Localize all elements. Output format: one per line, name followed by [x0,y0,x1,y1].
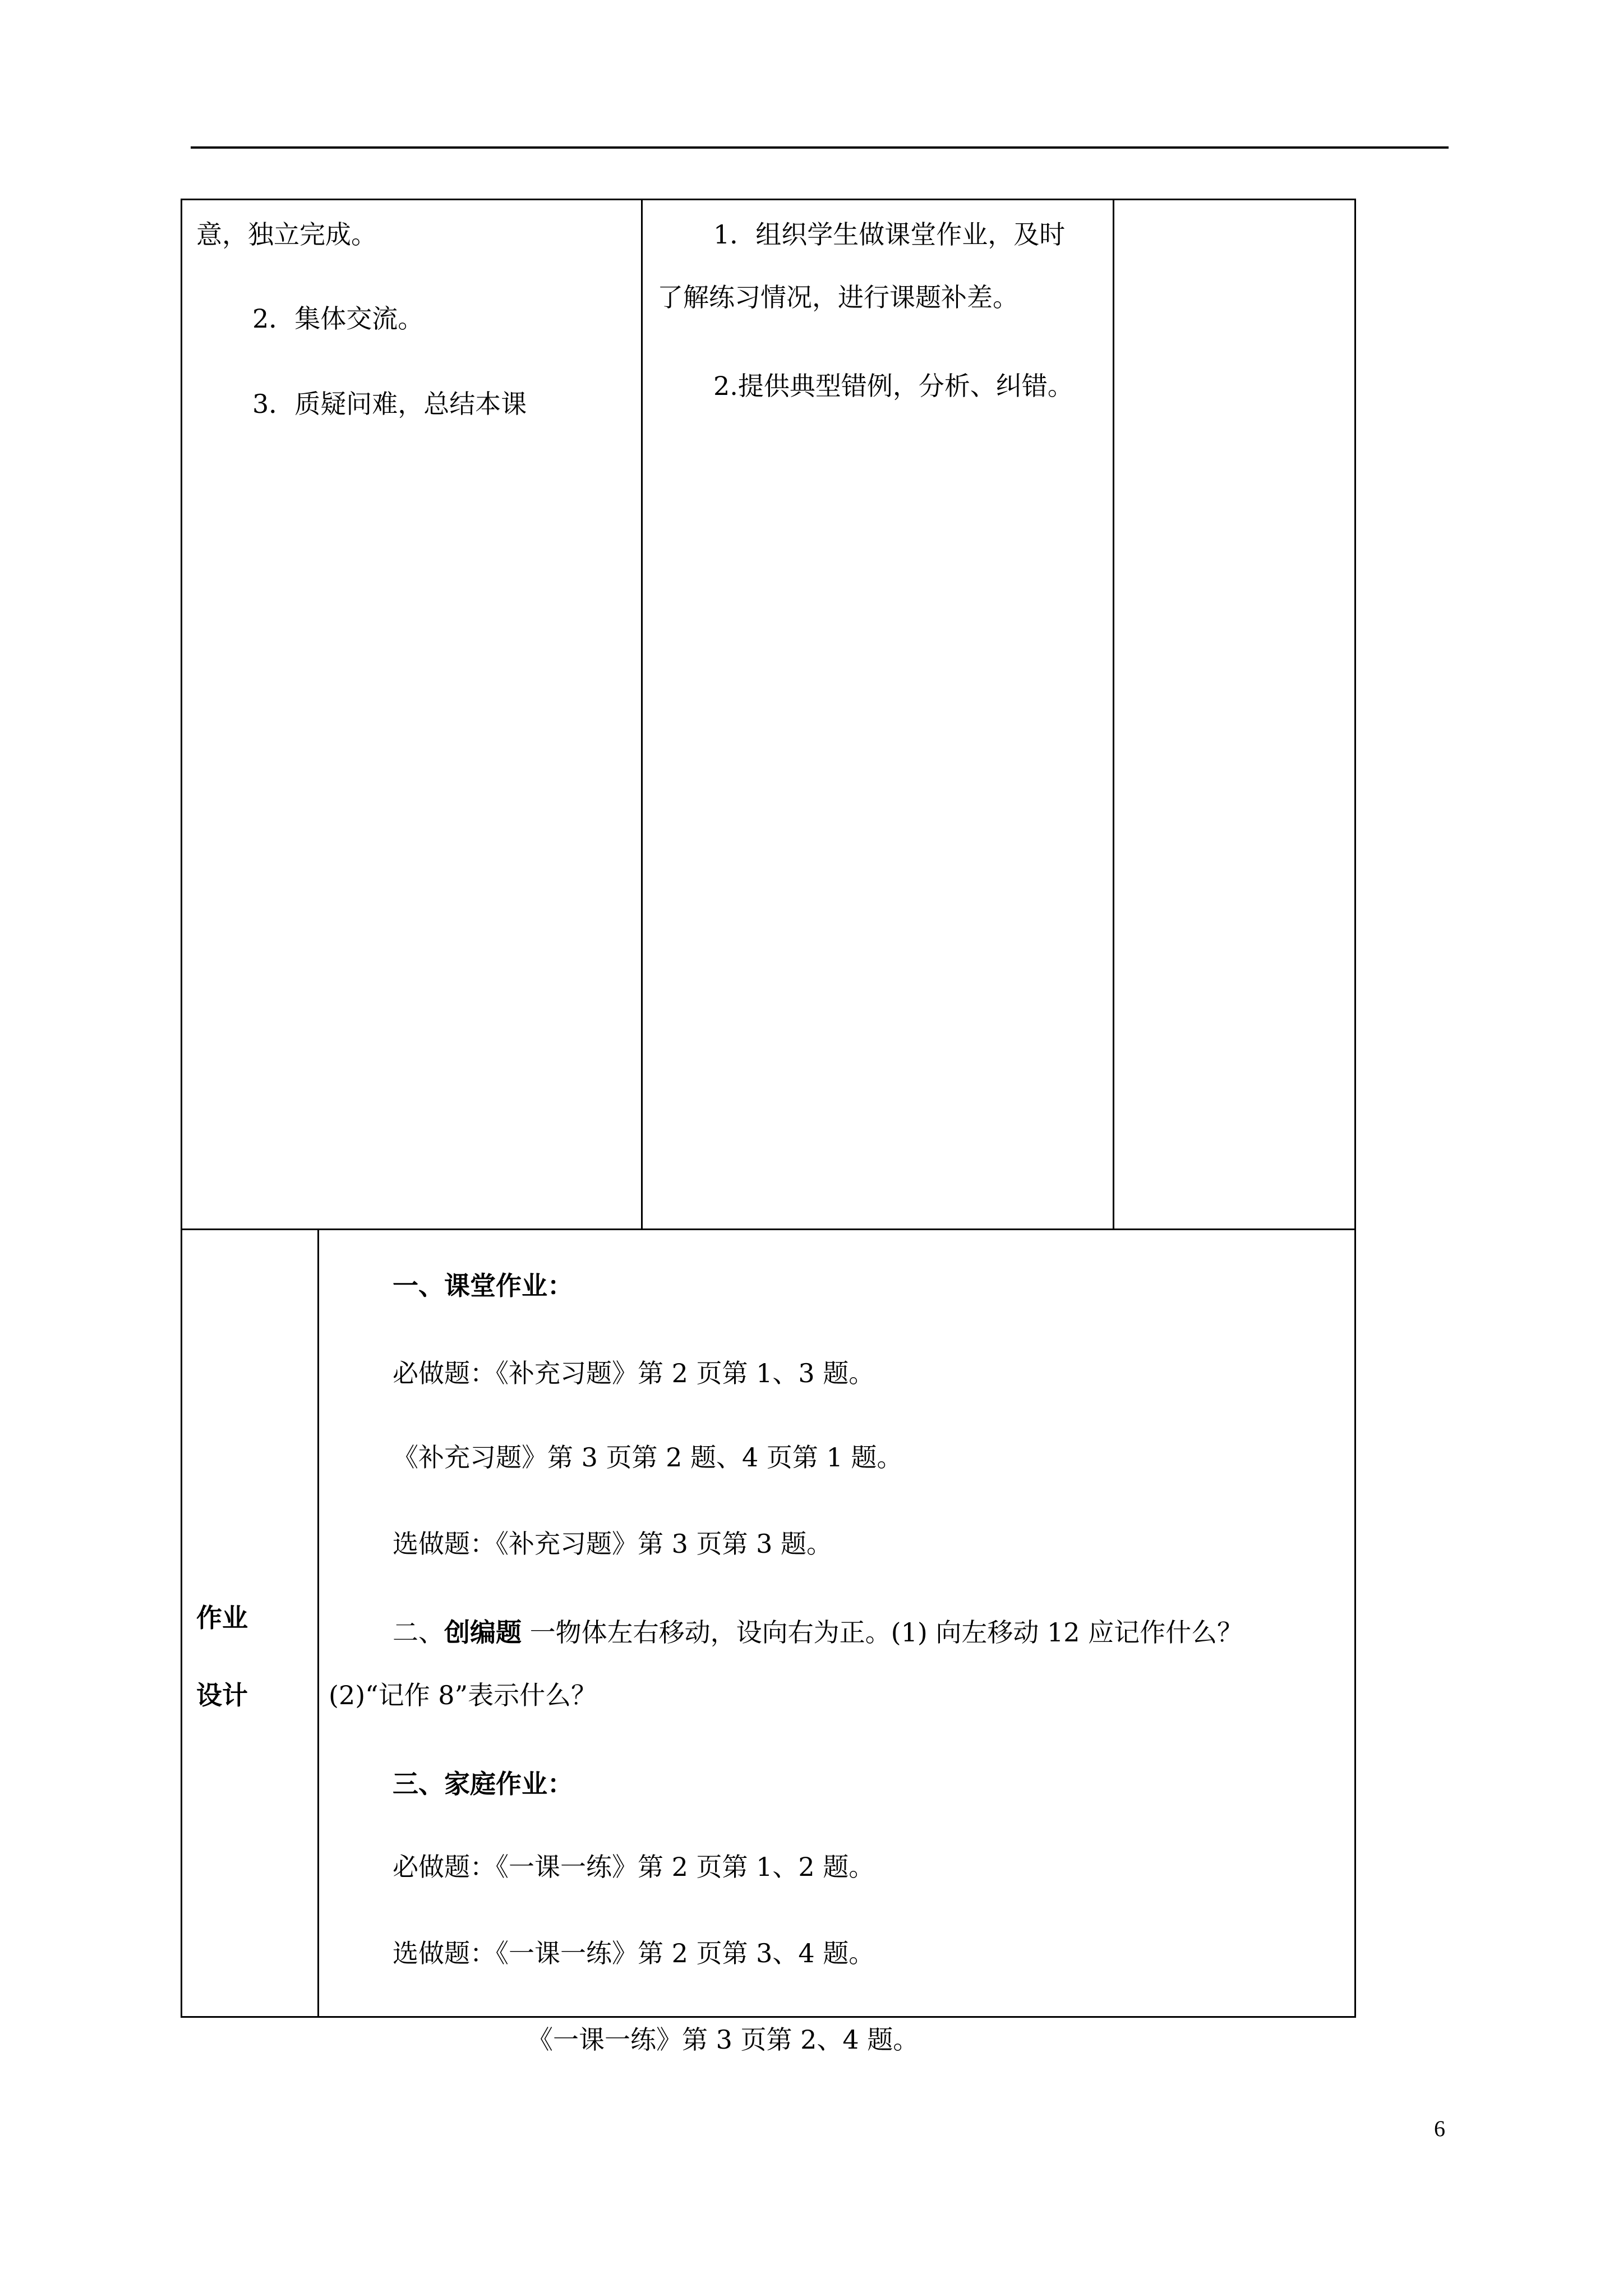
table-border-right [1354,199,1356,2018]
classwork-heading: 一、课堂作业： [393,1271,573,1301]
table-border-bottom [181,2016,1356,2018]
homework-heading: 三、家庭作业： [393,1769,573,1799]
table-col-divider-1 [641,199,643,1230]
teacher-activity-line-2: 了解练习情况，进行课题补差。 [657,282,1018,312]
homework-label-line-1: 作业 [196,1603,248,1633]
student-activity-line-2: 2．集体交流。 [252,303,424,334]
classwork-optional: 选做题：《补充习题》第 3 页第 3 题。 [393,1529,833,1559]
student-activity-line-1: 意，独立完成。 [196,219,377,250]
creative-question-prefix: 二、 [393,1617,444,1648]
header-rule [191,146,1449,149]
page-number: 6 [1434,2116,1445,2141]
table-row-divider [181,1228,1356,1230]
teacher-activity-line-1: 1．组织学生做课堂作业，及时 [713,219,1066,250]
classwork-required: 必做题：《补充习题》第 2 页第 1、3 题。 [393,1358,875,1388]
homework-optional: 选做题：《一课一练》第 2 页第 3、4 题。 [393,1938,875,1968]
homework-optional-extra: 《一课一练》第 3 页第 2、4 题。 [527,2024,919,2055]
table-label-divider [317,1228,319,2018]
creative-question-line-2: (2)“记作 8”表示什么？ [329,1680,597,1710]
teacher-activity-line-3: 2.提供典型错例，分析、纠错。 [713,371,1073,401]
homework-label-line-2: 设计 [196,1680,248,1710]
table-border-left [181,199,182,2018]
notes-cell [1114,200,1354,1228]
classwork-supplement: 《补充习题》第 3 页第 2 题、4 页第 1 题。 [393,1442,903,1473]
creative-question-text-1: 一物体左右移动，设向右为正。(1) 向左移动 12 应记作什么？ [522,1617,1243,1648]
homework-required: 必做题：《一课一练》第 2 页第 1、2 题。 [393,1852,875,1882]
creative-question-heading: 创编题 [444,1617,522,1648]
creative-question-line-1 [393,1616,1243,1649]
student-activity-line-3: 3．质疑问难，总结本课 [252,389,527,419]
